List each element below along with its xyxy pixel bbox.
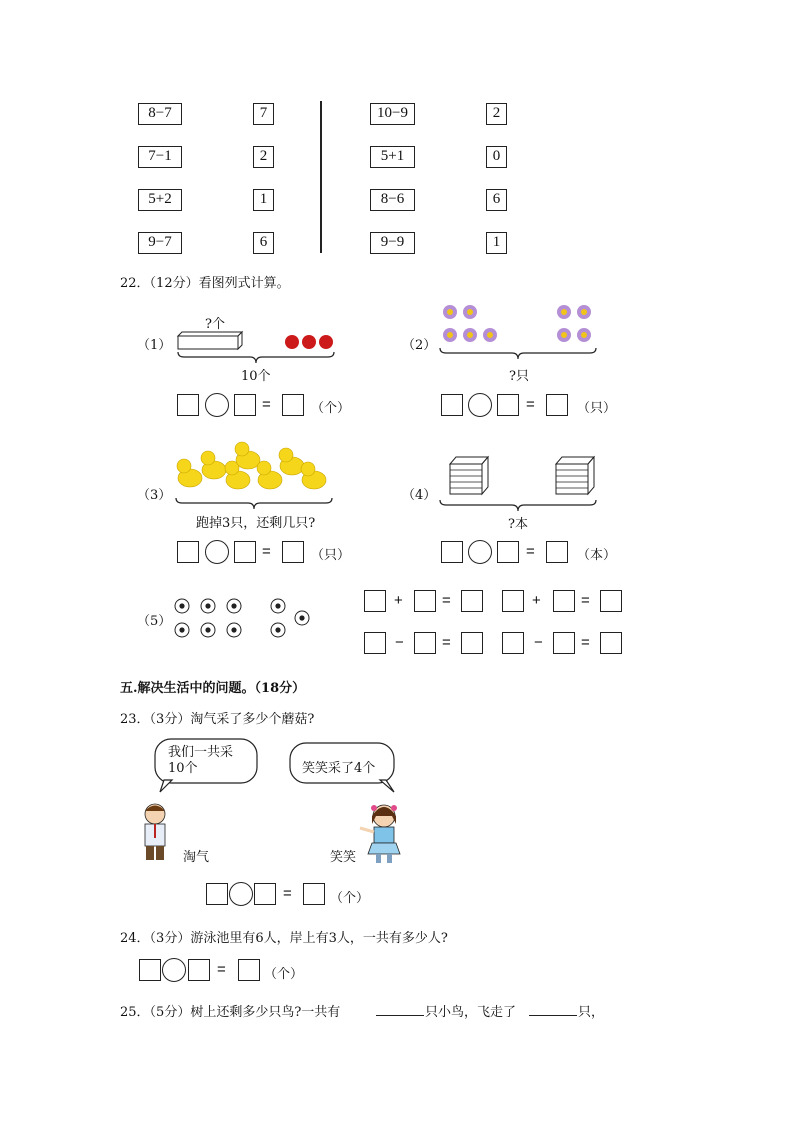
answer-box[interactable] xyxy=(497,394,519,416)
equals-sign: = xyxy=(283,885,292,902)
duck-icon xyxy=(177,442,326,489)
flower-icon xyxy=(443,305,591,342)
q22-p5-number: （5） xyxy=(137,614,172,629)
match-right-answer-4[interactable]: 1 xyxy=(486,232,507,254)
q22-p4-bottom-label: ?本 xyxy=(508,517,528,532)
equals-sign: = xyxy=(262,396,271,413)
q25-text-c: 只， xyxy=(578,1005,605,1020)
unit-label: （本） xyxy=(577,548,617,563)
answer-box[interactable] xyxy=(364,590,386,612)
match-right-answer-1[interactable]: 2 xyxy=(486,103,507,125)
answer-box[interactable] xyxy=(303,883,325,905)
minus-sign: − xyxy=(395,634,404,651)
boy-icon xyxy=(138,802,172,864)
equals-sign: = xyxy=(442,634,451,651)
answer-box[interactable] xyxy=(364,632,386,654)
q25-blank-flew[interactable] xyxy=(529,1015,577,1016)
q22-p4-illustration xyxy=(438,452,603,514)
equals-sign: = xyxy=(581,634,590,651)
match-left-expr-2[interactable]: 7−1 xyxy=(138,146,182,168)
answer-box[interactable] xyxy=(234,541,256,563)
book-stack-icon xyxy=(450,457,594,494)
equals-sign: = xyxy=(442,592,451,609)
answer-box[interactable] xyxy=(282,394,304,416)
unit-label: （只） xyxy=(577,401,617,416)
answer-box[interactable] xyxy=(497,541,519,563)
operator-circle[interactable] xyxy=(468,540,492,564)
answer-box[interactable] xyxy=(177,394,199,416)
q25-text-b: 只小鸟，飞走了 xyxy=(425,1005,517,1020)
match-right-expr-1[interactable]: 10−9 xyxy=(370,103,415,125)
plus-sign: + xyxy=(394,592,403,609)
answer-box[interactable] xyxy=(553,632,575,654)
answer-box[interactable] xyxy=(553,590,575,612)
match-right-expr-4[interactable]: 9−9 xyxy=(370,232,415,254)
answer-box[interactable] xyxy=(206,883,228,905)
q22-p3-illustration xyxy=(172,440,337,512)
q25-blank-total[interactable] xyxy=(376,1015,424,1016)
match-right-answer-3[interactable]: 6 xyxy=(486,189,507,211)
q22-p1-bottom-label: 10个 xyxy=(241,369,271,384)
answer-box[interactable] xyxy=(254,883,276,905)
operator-circle[interactable] xyxy=(205,393,229,417)
plus-sign: + xyxy=(532,592,541,609)
q22-p2-number: （2） xyxy=(402,338,437,353)
answer-box[interactable] xyxy=(414,632,436,654)
answer-box[interactable] xyxy=(502,590,524,612)
girl-name-label: 笑笑 xyxy=(330,850,357,865)
match-left-answer-4[interactable]: 6 xyxy=(253,232,274,254)
answer-box[interactable] xyxy=(600,590,622,612)
match-left-answer-2[interactable]: 2 xyxy=(253,146,274,168)
q22-p1-top-label: ?个 xyxy=(205,317,225,332)
q24-title: 24．（3分）游泳池里有6人，岸上有3人，一共有多少人? xyxy=(120,931,448,946)
operator-circle[interactable] xyxy=(229,882,253,906)
q22-p2-bottom-label: ?只 xyxy=(509,369,529,384)
unit-label: （只） xyxy=(311,548,351,563)
divider-line xyxy=(320,101,322,253)
answer-box[interactable] xyxy=(461,590,483,612)
equals-sign: = xyxy=(526,543,535,560)
answer-box[interactable] xyxy=(441,541,463,563)
answer-box[interactable] xyxy=(502,632,524,654)
match-left-expr-4[interactable]: 9−7 xyxy=(138,232,182,254)
answer-box[interactable] xyxy=(177,541,199,563)
answer-box[interactable] xyxy=(414,590,436,612)
answer-box[interactable] xyxy=(238,959,260,981)
equals-sign: = xyxy=(581,592,590,609)
section-5-title: 五.解决生活中的问题。（18分） xyxy=(120,681,306,696)
q22-p4-number: （4） xyxy=(402,488,437,503)
match-right-expr-2[interactable]: 5+1 xyxy=(370,146,415,168)
q22-p5-illustration xyxy=(170,594,320,644)
unit-label: （个） xyxy=(264,967,304,982)
bubble-left-text: 我们一共采 10个 xyxy=(168,745,234,776)
match-left-answer-3[interactable]: 1 xyxy=(253,189,274,211)
answer-box[interactable] xyxy=(282,541,304,563)
bubble-right-text: 笑笑采了4个 xyxy=(302,761,376,776)
answer-box[interactable] xyxy=(188,959,210,981)
answer-box[interactable] xyxy=(546,394,568,416)
answer-box[interactable] xyxy=(139,959,161,981)
q22-p3-bottom-label: 跑掉3只，还剩几只? xyxy=(196,516,316,531)
minus-sign: − xyxy=(534,634,543,651)
match-left-answer-1[interactable]: 7 xyxy=(253,103,274,125)
q22-p1-number: （1） xyxy=(137,338,172,353)
operator-circle[interactable] xyxy=(162,958,186,982)
soccer-ball-icon xyxy=(175,599,309,637)
q22-title: 22．（12分）看图列式计算。 xyxy=(120,276,290,291)
answer-box[interactable] xyxy=(234,394,256,416)
unit-label: （个） xyxy=(330,891,370,906)
answer-box[interactable] xyxy=(600,632,622,654)
match-left-expr-3[interactable]: 5+2 xyxy=(138,189,182,211)
unit-label: （个） xyxy=(311,401,351,416)
q22-p1-illustration xyxy=(176,330,336,370)
girl-icon xyxy=(356,802,406,866)
q22-p2-illustration xyxy=(438,302,603,362)
answer-box[interactable] xyxy=(546,541,568,563)
equals-sign: = xyxy=(262,543,271,560)
answer-box[interactable] xyxy=(441,394,463,416)
q22-p3-number: （3） xyxy=(137,488,172,503)
answer-box[interactable] xyxy=(461,632,483,654)
match-right-expr-3[interactable]: 8−6 xyxy=(370,189,415,211)
apple-icon xyxy=(285,335,333,349)
match-right-answer-2[interactable]: 0 xyxy=(486,146,507,168)
q25-text-a: 25．（5分）树上还剩多少只鸟?一共有 xyxy=(120,1005,341,1020)
equals-sign: = xyxy=(526,396,535,413)
q23-title: 23．（3分）淘气采了多少个蘑菇? xyxy=(120,712,315,727)
match-left-expr-1[interactable]: 8−7 xyxy=(138,103,182,125)
operator-circle[interactable] xyxy=(468,393,492,417)
equals-sign: = xyxy=(217,961,226,978)
boy-name-label: 淘气 xyxy=(183,850,210,865)
operator-circle[interactable] xyxy=(205,540,229,564)
